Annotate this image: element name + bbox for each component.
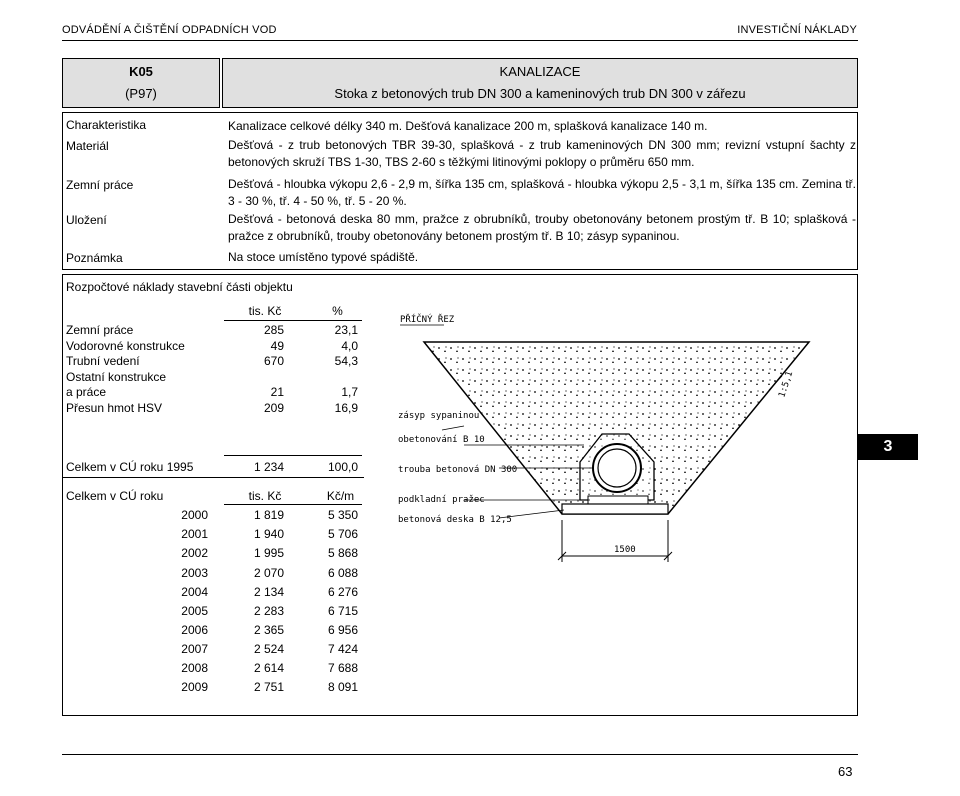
year-value-cell: 2 283 [253, 604, 284, 618]
detail-label: Materiál [66, 139, 109, 153]
code-box [62, 58, 220, 108]
year-cell: 2007 [181, 642, 208, 656]
budget-col-pct: % [332, 304, 343, 318]
detail-text: Dešťová - betonová deska 80 mm, pražce z obrubníků, trouby obetonovány betonem prostým tř. B 10; splašková - pražce z obrubníků, trouby obetonovány betonem prostým tř. B 10; zásyp sypaninou. [228, 212, 856, 243]
year-value-cell: 2 134 [253, 585, 284, 599]
detail-label: Zemní práce [66, 178, 134, 192]
detail-label: Uložení [66, 213, 107, 227]
detail-label: Poznámka [66, 251, 123, 265]
detail-text: Dešťová - hloubka výkopu 2,6 - 2,9 m, šířka 135 cm, splašková - hloubka výkopu 2,5 - 3,1 m, šířka 135 cm. Zemina tř. 3 - 30 %, tř. 4 - 50 %, tř. 5 - 20 %. [228, 177, 856, 208]
drawing-title: PŘÍČNÝ ŘEZ [400, 315, 455, 325]
detail-text: Na stoce umístěno typové spádiště. [228, 250, 419, 264]
budget-row-value: 285 [263, 323, 284, 337]
yearly-title: Celkem v CÚ roku [66, 489, 164, 503]
year-per-m-cell: 6 715 [327, 604, 358, 618]
detail-label: Charakteristika [66, 118, 147, 132]
pipe-inner [598, 449, 636, 487]
budget-row-pct: 1,7 [341, 385, 358, 399]
year-value-cell: 2 524 [253, 642, 284, 656]
yearly-col-per-m: Kč/m [326, 489, 355, 503]
budget-row-value: 49 [270, 339, 284, 353]
pipe-label: trouba betonová DN 300 [398, 465, 518, 475]
year-cell: 2002 [181, 546, 208, 560]
budget-row-name: Vodorovné konstrukce [66, 339, 185, 353]
budget-row-pct: 23,1 [334, 323, 358, 337]
year-value-cell: 2 365 [253, 623, 284, 637]
object-code: K05 [129, 64, 153, 79]
concrete-slab [562, 504, 668, 514]
budget-row-name: Zemní práce [66, 323, 134, 337]
sleeper-label: podkladní pražec [398, 495, 485, 505]
slab-label: betonová deska B 12,5 [398, 515, 512, 525]
year-cell: 2000 [181, 508, 208, 522]
footer-rule [62, 754, 858, 755]
section-tab: 3 [858, 434, 918, 460]
budget-row-name: a práce [66, 385, 107, 399]
encasement-label: obetonování B 10 [398, 435, 485, 445]
yearly-header-rule [224, 504, 362, 505]
slope-label: 1:5,1 [777, 370, 796, 399]
fill-label: zásyp sypaninou [398, 411, 480, 421]
budget-row-value: 670 [263, 354, 284, 368]
year-cell: 2001 [181, 527, 208, 541]
budget-col-unit: tis. Kč [248, 304, 282, 318]
page-number: 63 [838, 764, 853, 779]
budget-row-name: Trubní vedení [66, 354, 140, 368]
year-value-cell: 2 614 [253, 661, 284, 675]
object-subtitle: Stoka z betonových trub DN 300 a kameninových trub DN 300 v zářezu [334, 86, 746, 101]
budget-row-pct: 4,0 [341, 339, 358, 353]
year-value-cell: 2 751 [253, 680, 284, 694]
cross-section-drawing [364, 290, 858, 590]
year-per-m-cell: 5 706 [327, 527, 358, 541]
object-category: KANALIZACE [499, 64, 581, 79]
year-value-cell: 1 819 [253, 508, 284, 522]
detail-text: Dešťová - z trub betonových TBR 39-30, splašková - z trub kameninových DN 300 mm; revizní vstupní šachty z betonových skruží TBS 1-30, TBS 2-60 s těžkými litinovými poklopy o průměru 650 mm. [228, 138, 856, 169]
budget-header-rule [224, 320, 362, 321]
object-subcode: (P97) [125, 86, 157, 101]
width-label: 1500 [614, 545, 636, 555]
year-value-cell: 2 070 [253, 566, 284, 580]
header-rule [62, 40, 858, 41]
year-cell: 2006 [181, 623, 208, 637]
year-per-m-cell: 6 956 [327, 623, 358, 637]
detail-text: Kanalizace celkové délky 340 m. Dešťová kanalizace 200 m, splašková kanalizace 140 m. [228, 119, 708, 133]
section-header-left: ODVÁDĚNÍ A ČIŠTĚNÍ ODPADNÍCH VOD [62, 24, 277, 36]
total-value: 1 234 [253, 460, 284, 474]
concrete-sleeper [588, 496, 648, 504]
year-per-m-cell: 7 424 [327, 642, 358, 656]
year-cell: 2008 [181, 661, 208, 675]
budget-row-value: 21 [270, 385, 284, 399]
budget-row-pct: 16,9 [334, 401, 358, 415]
budget-row-value: 209 [263, 401, 284, 415]
year-cell: 2009 [181, 680, 208, 694]
year-per-m-cell: 7 688 [327, 661, 358, 675]
total-label: Celkem v CÚ roku 1995 [66, 460, 194, 474]
year-per-m-cell: 8 091 [327, 680, 358, 694]
year-per-m-cell: 5 350 [327, 508, 358, 522]
section-header-right: INVESTIČNÍ NÁKLADY [737, 24, 857, 36]
budget-row-pct: 54,3 [334, 354, 358, 368]
yearly-col-unit: tis. Kč [248, 489, 282, 503]
year-per-m-cell: 5 868 [327, 546, 358, 560]
year-value-cell: 1 995 [253, 546, 284, 560]
total-pct: 100,0 [327, 460, 358, 474]
total-rule [224, 455, 362, 456]
budget-row-name: Ostatní konstrukce [66, 370, 167, 384]
budget-title: Rozpočtové náklady stavební části objektu [66, 280, 293, 294]
total-bottom-rule [62, 477, 364, 478]
year-value-cell: 1 940 [253, 527, 284, 541]
year-per-m-cell: 6 276 [327, 585, 358, 599]
year-cell: 2003 [181, 566, 208, 580]
year-cell: 2005 [181, 604, 208, 618]
title-box [222, 58, 858, 108]
year-cell: 2004 [181, 585, 208, 599]
budget-row-name: Přesun hmot HSV [66, 401, 163, 415]
year-per-m-cell: 6 088 [327, 566, 358, 580]
